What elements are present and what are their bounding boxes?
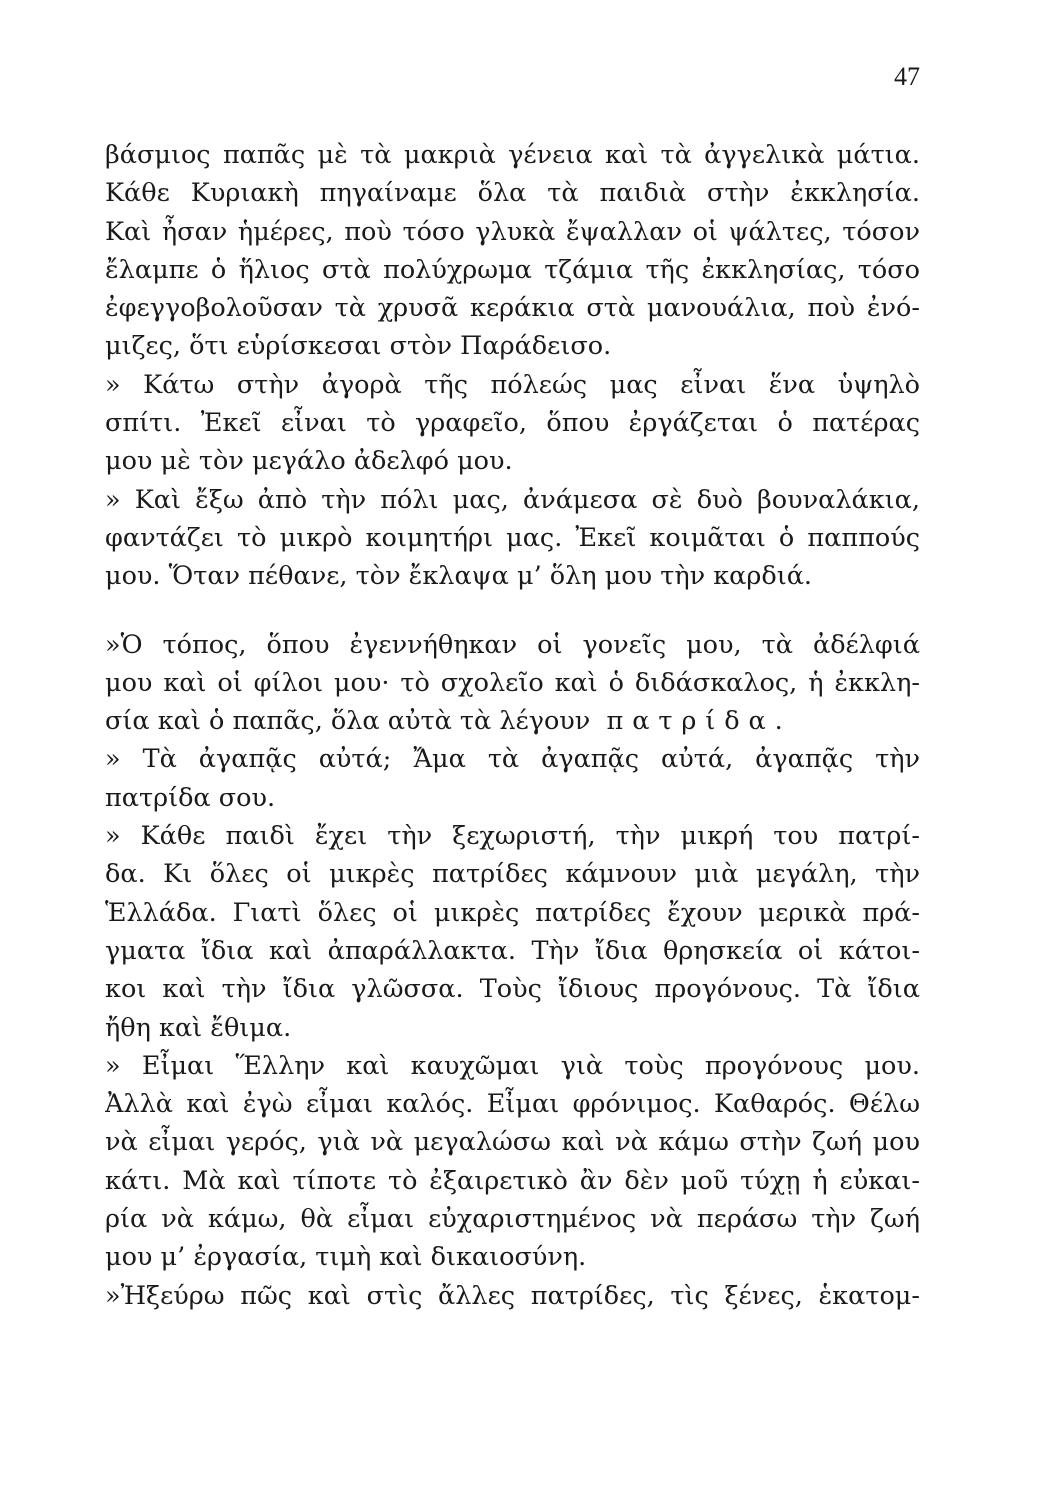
text-line: βάσμιος παπᾶς μὲ τὰ μακριὰ γένεια καὶ τὰ ἀγγελικὰ μάτια. xyxy=(105,140,920,170)
text-line: μου μ’ ἐργασία, τιμὴ καὶ δικαιοσύνη. xyxy=(105,1242,587,1273)
text-line: κοι καὶ τὴν ἴδια γλῶσσα. Τοὺς ἴδιους προγόνους. Τὰ ἴδια xyxy=(105,974,920,1005)
text-line: μιζες, ὅτι εὑρίσκεσαι στὸν Παράδεισο. xyxy=(105,331,612,362)
text-line: σπίτι. Ἐκεῖ εἶναι τὸ γραφεῖο, ὅπου ἐργάζεται ὁ πατέρας xyxy=(105,408,920,439)
text-line: ἤθη καὶ ἔθιμα. xyxy=(105,1012,292,1043)
text-line: Ἑλλάδα. Γιατὶ ὅλες οἱ μικρὲς πατρίδες ἔχουν μερικὰ πρά- xyxy=(105,897,920,928)
page-number: 47 xyxy=(894,62,920,91)
text-line: » Καὶ ἔξω ἀπὸ τὴν πόλι μας, ἀνάμεσα σὲ δυὸ βουναλάκια, xyxy=(105,484,920,515)
text-line: πατρίδα σου. xyxy=(105,782,276,813)
body-text xyxy=(105,136,920,1315)
text-line: » Τὰ ἀγαπᾷς αὐτά; Ἄμα τὰ ἀγαπᾷς αὐτά, ἀγαπᾷς τὴν xyxy=(105,744,920,775)
text-line: μου καὶ οἱ φίλοι μου· τὸ σχολεῖο καὶ ὁ διδάσκαλος, ἡ ἐκκλη- xyxy=(105,667,920,698)
text-line: μου. Ὅταν πέθανε, τὸν ἔκλαψα μ’ ὅλη μου τὴν καρδιά. xyxy=(105,561,813,592)
paragraph-gap xyxy=(105,596,920,626)
text-line xyxy=(105,702,920,740)
text-line: » Κάθε παιδὶ ἔχει τὴν ξεχωριστή, τὴν μικρή του πατρί- xyxy=(105,821,920,852)
text-line: »Ὁ τόπος, ὅπου ἐγεννήθηκαν οἱ γονεῖς μου, τὰ ἀδέλφιά xyxy=(105,629,920,660)
text-line: νὰ εἶμαι γερός, γιὰ νὰ μεγαλώσω καὶ νὰ κάμω στὴν ζωή μου xyxy=(105,1127,920,1158)
text-line: κάτι. Μὰ καὶ τίποτε τὸ ἐξαιρετικὸ ἂν δὲν μοῦ τύχῃ ἡ εὐκαι- xyxy=(105,1165,920,1196)
text-line-prefix: σία καὶ ὁ παπᾶς, ὅλα αὐτὰ τὰ λέγουν xyxy=(105,706,591,737)
emphasized-word: πατρίδα. xyxy=(606,706,792,737)
text-line: » Κάτω στὴν ἀγορὰ τῆς πόλεώς μας εἶναι ἕνα ὑψηλὸ xyxy=(105,369,920,400)
text-line: φαντάζει τὸ μικρὸ κοιμητήρι μας. Ἐκεῖ κοιμᾶται ὁ παππούς xyxy=(105,522,920,553)
text-line: ἐφεγγοβολοῦσαν τὰ χρυσᾶ κεράκια στὰ μανουάλια, ποὺ ἐνό- xyxy=(105,293,920,324)
text-line: Κάθε Κυριακὴ πηγαίναμε ὅλα τὰ παιδιὰ στὴν ἐκκλησία. xyxy=(105,178,920,209)
text-line: » Εἶμαι Ἕλλην καὶ καυχῶμαι γιὰ τοὺς προγόνους μου. xyxy=(105,1050,920,1081)
text-line: »Ἠξεύρω πῶς καὶ στὶς ἄλλες πατρίδες, τὶς ξένες, ἑκατομ- xyxy=(105,1280,920,1311)
text-line: ρία νὰ κάμω, θὰ εἶμαι εὐχαριστημένος νὰ περάσω τὴν ζωή xyxy=(105,1204,920,1235)
text-line: μου μὲ τὸν μεγάλο ἀδελφό μου. xyxy=(105,446,513,477)
text-line: Ἀλλὰ καὶ ἐγὼ εἶμαι καλός. Εἶμαι φρόνιμος. Καθαρός. Θέλω xyxy=(105,1089,920,1120)
text-line: Καὶ ἦσαν ἡμέρες, ποὺ τόσο γλυκὰ ἔψαλλαν οἱ ψάλτες, τόσον xyxy=(105,216,920,247)
text-line: ἔλαμπε ὁ ἥλιος στὰ πολύχρωμα τζάμια τῆς ἐκκλησίας, τόσο xyxy=(105,254,920,285)
text-line: γματα ἴδια καὶ ἀπαράλλακτα. Τὴν ἴδια θρησκεία οἱ κάτοι- xyxy=(105,935,920,966)
text-line: δα. Κι ὅλες οἱ μικρὲς πατρίδες κάμνουν μιὰ μεγάλη, τὴν xyxy=(105,859,920,890)
